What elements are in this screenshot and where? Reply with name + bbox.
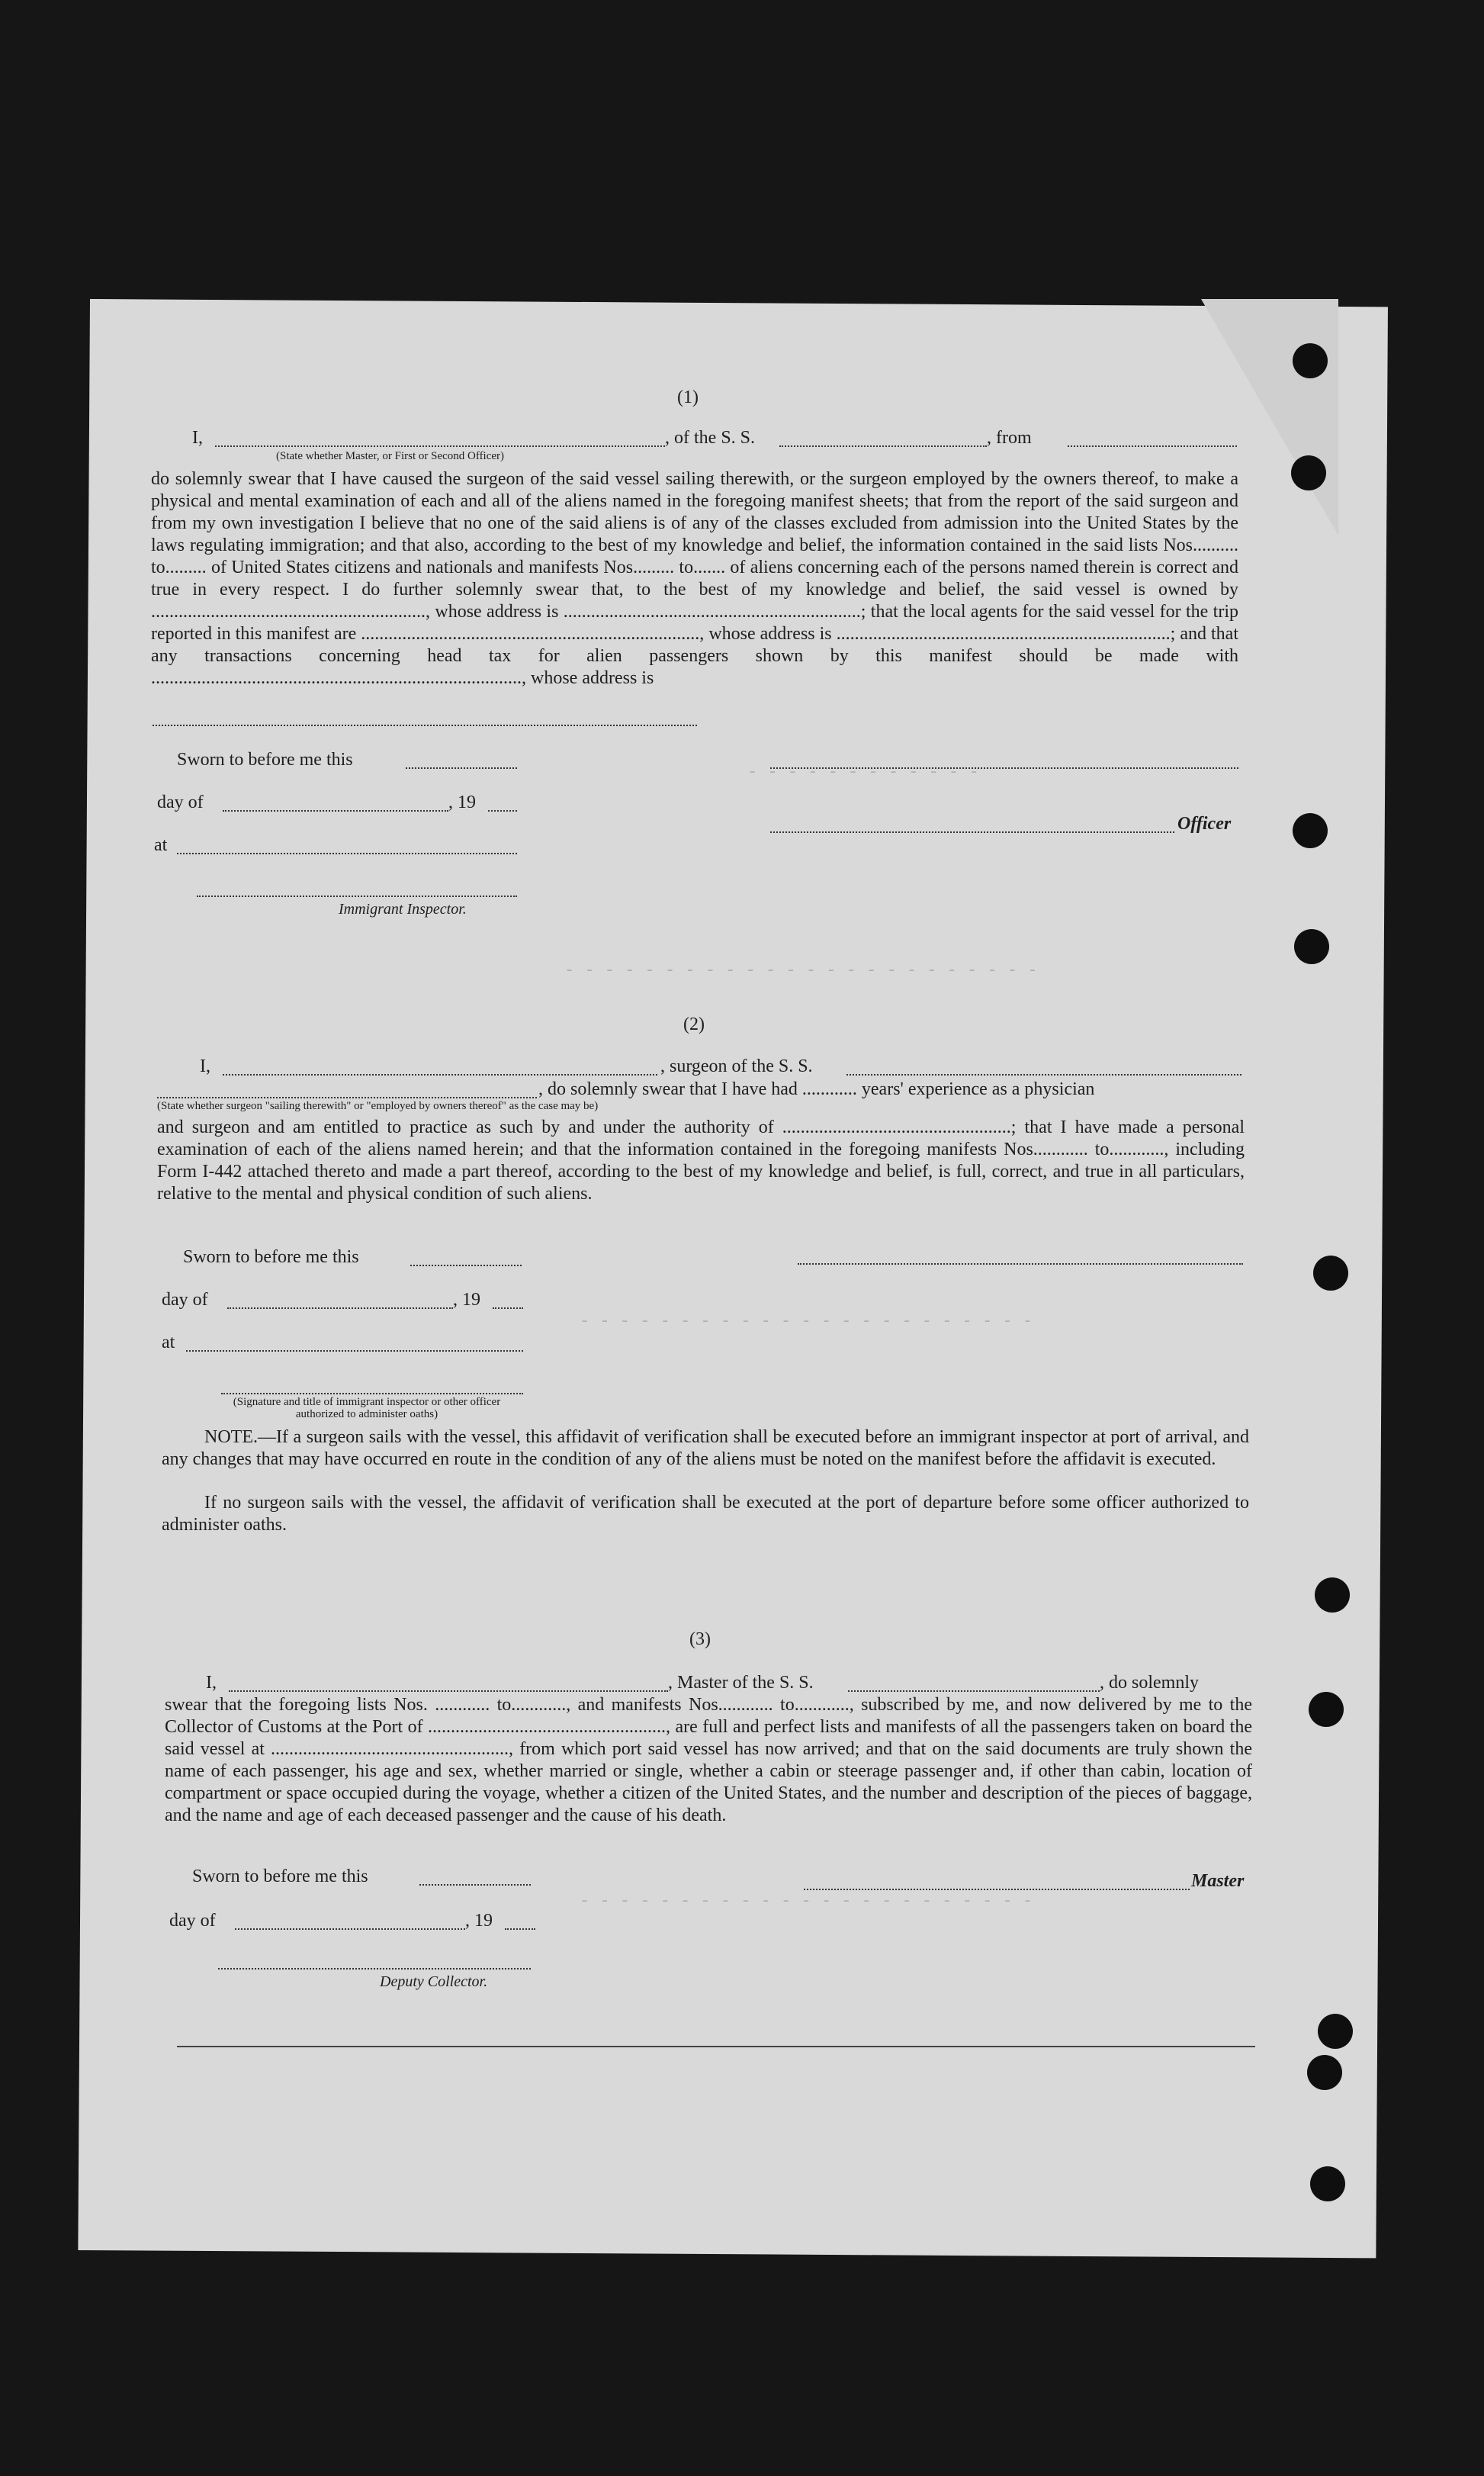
sec1-officer-line-2 (770, 831, 1174, 833)
sec3-master-line (804, 1889, 1190, 1890)
sec3-master-of: , Master of the S. S. (668, 1673, 814, 1693)
punch-hole (1310, 2166, 1345, 2201)
sec2-note-text-2: If no surgeon sails with the vessel, the affidavit of verification shall be executed at the port of departure before some officer authorized to administer oaths. (162, 1493, 1249, 1535)
sec1-officer-line-1 (770, 767, 1238, 769)
sec3-paragraph: swear that the foregoing lists Nos. ............ to............, and manifests Nos............ to............, subscribed by me, and now delivered by me to the Collector of Customs at the Port of ...................................................., are full and perfect lists and manifests of all the passengers taken on board the said vessel at ...................................................., from which port said vessel has now arrived; and that on the said documents are truly shown the name of each passenger, his age and sex, whether married or single, whether a cabin or steerage passenger and, if other than cabin, location of compartment or space occupied during the voyage, whether a citizen of the United States, and the number and description of the pieces of baggage, and the name and age of each deceased passenger and the cause of his death. (165, 1695, 1252, 1825)
sec2-surgeon: , surgeon of the S. S. (660, 1056, 813, 1076)
punch-hole (1313, 1256, 1348, 1291)
sec2-sworn-line (410, 1265, 522, 1266)
sec2-sworn: Sworn to before me this (183, 1247, 359, 1267)
sec2-signature-note: (Signature and title of immigrant inspector or other officer authorized to administer oaths) (233, 1396, 501, 1420)
bleed-through: - - - - - - - - - - - - - - - - - - - - - - - - (564, 961, 1038, 980)
sec1-ship-line (779, 445, 987, 447)
punch-hole (1318, 2014, 1353, 2049)
sec2-title-line (157, 1097, 537, 1098)
sec3-year: , 19 (465, 1911, 493, 1931)
sec2-name-line (223, 1074, 657, 1076)
sec2-at: at (162, 1333, 175, 1352)
sec2-note-paragraph-2 (162, 1492, 1249, 1536)
sec3-deputy-line (218, 1968, 531, 1970)
sec3-solemnly: , do solemnly (1100, 1673, 1199, 1693)
sec3-i: I, (206, 1673, 217, 1693)
sec1-officer: Officer (1177, 814, 1232, 834)
sec2-year-line (493, 1307, 523, 1309)
section-1-number: (1) (677, 387, 699, 407)
sec2-i: I, (200, 1056, 210, 1076)
sec2-year: , 19 (453, 1290, 480, 1310)
sec1-year-line (488, 810, 517, 812)
sec1-inspector-line (197, 896, 517, 897)
bottom-rule (177, 2046, 1255, 2047)
sec2-signature-line (221, 1393, 523, 1394)
sec2-day-line (227, 1307, 453, 1309)
sec2-at-line (186, 1350, 523, 1352)
sec2-note-text: —If a surgeon sails with the vessel, this affidavit of verification shall be executed before an immigrant inspector at port of arrival, and any changes that may have occurred en route in the condition of any of the aliens must be noted on the manifest before the affidavit is executed. (162, 1427, 1249, 1469)
sec3-day-line (235, 1928, 465, 1930)
sec3-name-line (229, 1690, 668, 1692)
sec2-inspector-sig-line (798, 1263, 1243, 1265)
sec2-note-paragraph (162, 1426, 1249, 1471)
sec1-from-line (1068, 445, 1237, 447)
sec3-ship-line (848, 1690, 1100, 1692)
punch-hole (1291, 455, 1326, 490)
sec1-name-line (215, 445, 665, 447)
sec1-of-ss: , of the S. S. (665, 428, 756, 448)
punch-hole (1309, 1692, 1344, 1727)
sec1-sworn: Sworn to before me this (177, 750, 353, 770)
sec1-note: (State whether Master, or First or Second Officer) (276, 450, 505, 462)
section-2-number: (2) (683, 1015, 705, 1034)
sec2-ship-line (846, 1074, 1241, 1076)
sec1-paragraph: do solemnly swear that I have caused the surgeon of the said vessel sailing therewith, or the surgeon employed by the owners thereof, to make a physical and mental examination of each and all of the aliens named in the foregoing manifest sheets; that from the report of the said surgeon and from my own investigation I believe that no one of the said aliens is of any of the classes excluded from admission into the United States by the laws regulating immigration; and that also, according to the best of my knowledge and belief, the information contained in the said lists Nos.......... to......... of United States citizens and nationals and manifests Nos......... to....... of aliens concerning each of the persons named therein is correct and true in every respect. I do further solemnly swear that, to the best of my knowledge and belief, the said vessel is owned by ............................................................, whose address is .................................................................; that the local agents for the said vessel for the trip reported in this manifest are .........................................................................., whose address is .........................................................................; and that any transactions concerning head tax for alien passengers shown by this manifest should be made with ................................................................................., whose address is (151, 469, 1238, 688)
sec3-deputy: Deputy Collector. (380, 1973, 488, 1990)
sec1-sworn-line (406, 767, 517, 769)
sec2-note-label: NOTE. (204, 1427, 258, 1447)
sec1-day-line (223, 810, 448, 812)
punch-hole (1293, 343, 1328, 378)
sec1-from: , from (987, 428, 1032, 448)
bleed-through: - - - - - - - - - - - - - - - - - - - - - - - (580, 1892, 1033, 1911)
sec2-day: day of (162, 1290, 208, 1310)
sec1-year: , 19 (448, 793, 476, 812)
sec1-at-line (177, 853, 517, 854)
sec1-inspector: Immigrant Inspector. (339, 901, 467, 918)
sec2-paragraph: and surgeon and am entitled to practice as such by and under the authority of ..................................................; that I have made a personal examination of each of the aliens named herein; and that the information contained in the foregoing manifests Nos............ to............, including Form I-442 attached thereto and made a part thereof, according to the best of my knowledge and belief, is full, correct, and true in all particulars, relative to the mental and physical condition of such aliens. (157, 1117, 1245, 1204)
sec1-day: day of (157, 793, 204, 812)
sec3-year-line (505, 1928, 535, 1930)
sec2-note: (State whether surgeon "sailing therewith" or "employed by owners thereof" as the case may be) (157, 1100, 599, 1112)
punch-hole (1307, 2055, 1342, 2090)
sec1-i: I, (192, 428, 203, 448)
sec1-separator (153, 725, 697, 726)
bleed-through: - - - - - - - - - - - - - - - - - - - - - - - (580, 1312, 1033, 1331)
section-3-number: (3) (689, 1629, 711, 1649)
sec1-at: at (154, 835, 168, 855)
bleed-through: - - - - - - - - - - - - (747, 763, 979, 782)
sec3-sworn: Sworn to before me this (192, 1867, 368, 1886)
punch-hole (1293, 813, 1328, 848)
punch-hole (1315, 1577, 1350, 1613)
sec3-sworn-line (419, 1884, 531, 1886)
punch-hole (1294, 929, 1329, 964)
sec3-day: day of (169, 1911, 216, 1931)
sec3-master: Master (1191, 1871, 1245, 1891)
sec2-swear: , do solemnly swear that I have had ............ years' experience as a physician (538, 1079, 1095, 1099)
